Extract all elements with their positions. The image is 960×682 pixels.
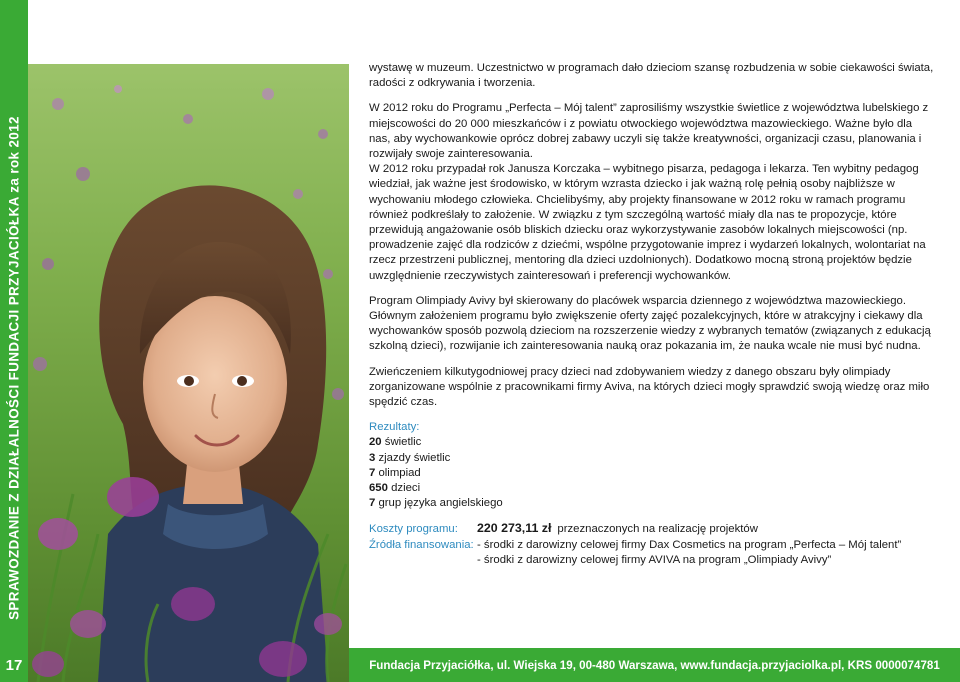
costs-row <box>369 521 935 537</box>
paragraph-perfecta: W 2012 roku do Programu „Perfecta – Mój talent” zaprosiliśmy wszystkie świetlice z województwa lubelskiego z miejscowości do 20 000 mieszkańców i z powiatu otwockiego województwa mazowieckiego. Ważne było dla nas, aby wychowankowie oprócz dobrej zabawy uczyli się także kreatywności, organizacji czasu, planowania i rozwijały swoje zainteresowania. <box>369 102 929 161</box>
result-number: 650 <box>369 482 388 495</box>
funding-list <box>477 538 901 568</box>
funding-row <box>369 538 935 568</box>
result-item <box>369 466 935 481</box>
result-label: świetlic <box>384 436 422 449</box>
result-item <box>369 435 935 450</box>
paragraph-olimpiady: Program Olimpiady Avivy był skierowany do placówek wsparcia dziennego z województwa mazowieckiego. Głównym założeniem programu było zwiększenie oferty zajęć pozalekcyjnych, które w atrakcyjny i ciekawy dla wychowanków sposób pozwolą dzieciom na rozszerzenie wiedzy z wybranych tematów (związanych z edukacją szkolną dzieci), rozwijanie ich zainteresowania nauką oraz pokazania im, że nauka wcale nie musi być nudna. <box>369 294 931 353</box>
result-number: 20 <box>369 436 382 449</box>
result-label: dzieci <box>391 482 421 495</box>
funding-item: - środki z darowizny celowej firmy AVIVA na program „Olimpiady Avivy” <box>477 553 832 566</box>
footer-address: Fundacja Przyjaciółka, ul. Wiejska 19, 00-480 Warszawa, www.fundacja.przyjaciolka.pl, KRS 0000074781 <box>369 658 940 672</box>
results-section <box>369 420 935 511</box>
results-heading: Rezultaty: <box>369 421 420 434</box>
sidebar <box>0 0 28 682</box>
result-number: 3 <box>369 451 376 464</box>
paragraph-korczak: W 2012 roku przypadał rok Janusza Korczaka – wybitnego pisarza, pedagoga i lekarza. Ten wybitny pedagog wiedział, jak ważne jest środowisko, w którym wzrasta dziecko i jak ważną rolę pełnią osoby najbliższe w wychowaniu młodego człowieka. Chcielibyśmy, aby projekty finansowane w 2012 roku w ramach programu również podkreślały to założenie. W związku z tym szczególną wartość miały dla nas te propozycje, które przewidują angażowanie osób bliskich dziecku oraz wykorzystywanie zasobów lokalnych miejscowości (np. prowadzenie zajęć dla rodziców z dziećmi, wspólne przygotowanie imprez i wydarzeń lokalnych, wolontariat na rzecz przestrzeni publicznej, mentoring dla dzieci uzdolnionych). Dodatkowo mocną stroną projektów będzie uwzględnienie rzeczywistych zainteresowań i preferencji wychowanków. <box>369 163 926 282</box>
result-number: 7 <box>369 466 376 479</box>
report-title: SPRAWOZDANIE Z DZIAŁALNOŚCI FUNDACJI PRZYJACIÓŁKA za rok 2012 <box>6 116 22 620</box>
costs-label: Koszty programu: <box>369 523 458 536</box>
paragraph-summary: Zwieńczeniem kilkutygodniowej pracy dzieci nad zdobywaniem wiedzy z danego obszaru były olimpiady zorganizowane wspólnie z pracownikami firmy Aviva, na których dzieci mogły sprawdzić swoją wiedzę oraz miło spędzić czas. <box>369 365 930 409</box>
photo-girl-in-flower-meadow <box>28 64 349 682</box>
costs-description: przeznaczonych na realizację projektów <box>557 523 758 536</box>
funding-item: - środki z darowizny celowej firmy Dax Cosmetics na program „Perfecta – Mój talent” <box>477 538 902 551</box>
result-label: zjazdy świetlic <box>378 451 451 464</box>
result-number: 7 <box>369 497 376 510</box>
result-item <box>369 451 935 466</box>
result-label: grup języka angielskiego <box>378 497 503 510</box>
footer <box>349 648 960 682</box>
funding-label: Źródła finansowania: <box>369 538 474 551</box>
main-content <box>369 61 935 568</box>
page-number: 17 <box>5 656 23 674</box>
result-item <box>369 496 935 511</box>
costs-amount: 220 273,11 zł <box>477 521 552 536</box>
paragraph-intro: wystawę w muzeum. Uczestnictwo w programach dało dzieciom szansę rozbudzenia w sobie ciekawości świata, radości z odkrywania i tworzenia. <box>369 62 934 90</box>
photo <box>28 64 349 682</box>
result-item <box>369 481 935 496</box>
result-label: olimpiad <box>378 466 421 479</box>
